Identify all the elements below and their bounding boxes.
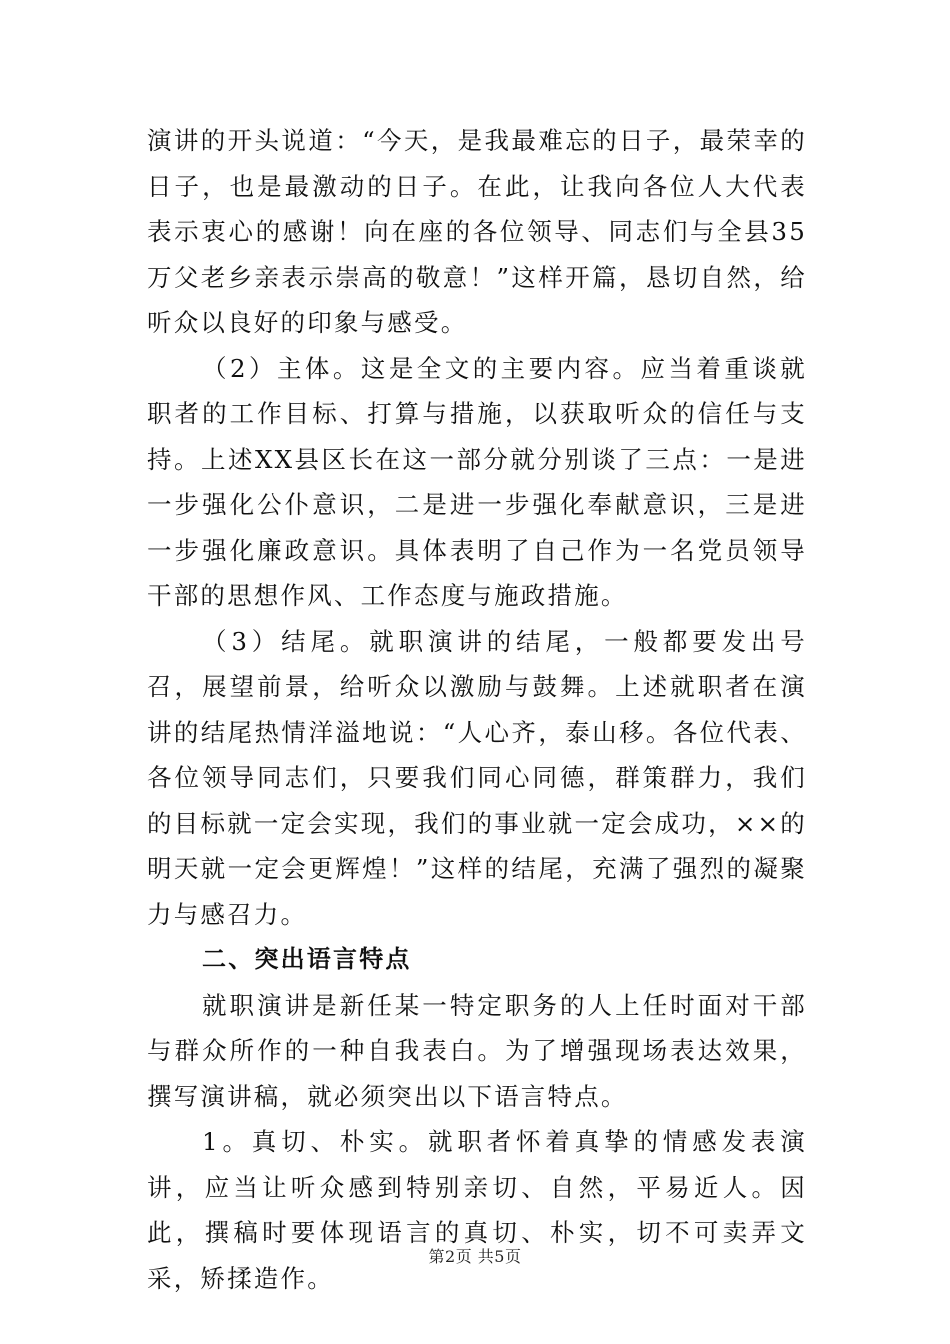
paragraph-opening-quote: 演讲的开头说道：“今天，是我最难忘的日子，最荣幸的日子，也是最激动的日子。在此，让我向各位人大代表表示衷心的感谢！向在座的各位领导、同志们与全县35万父老乡亲表示崇高的敬意！”这样开篇，恳切自然，给听众以良好的印象与感受。	[147, 126, 807, 337]
page-number-footer: 第2页 共5页	[428, 1247, 522, 1266]
section-heading: 二、突出语言特点	[202, 945, 412, 973]
paragraph-ending: （3）结尾。就职演讲的结尾，一般都要发出号召，展望前景，给听众以激励与鼓舞。上述就职者在演讲的结尾热情洋溢地说：“人心齐，泰山移。各位代表、各位领导同志们，只要我们同心同德，群策群力，我们的目标就一定会实现，我们的事业就一定会成功，××的明天就一定会更辉煌！”这样的结尾，充满了强烈的凝聚力与感召力。	[147, 626, 807, 929]
paragraph-language-intro: 就职演讲是新任某一特定职务的人上任时面对干部与群众所作的一种自我表白。为了增强现场表达效果，撰写演讲稿，就必须突出以下语言特点。	[147, 990, 807, 1111]
paragraph-sincere-plain: 1。真切、朴实。就职者怀着真挚的情感发表演讲，应当让听众感到特别亲切、自然，平易近人。因此，撰稿时要体现语言的真切、朴实，切不可卖弄文采，矫揉造作。	[147, 1127, 807, 1293]
paragraph-main-body: （2）主体。这是全文的主要内容。应当着重谈就职者的工作目标、打算与措施，以获取听众的信任与支持。上述XX县区长在这一部分就分别谈了三点：一是进一步强化公仆意识，二是进一步强化奉献意识，三是进一步强化廉政意识。具体表明了自己作为一名党员领导干部的思想作风、工作态度与施政措施。	[147, 353, 807, 610]
document-body	[147, 118, 807, 1301]
